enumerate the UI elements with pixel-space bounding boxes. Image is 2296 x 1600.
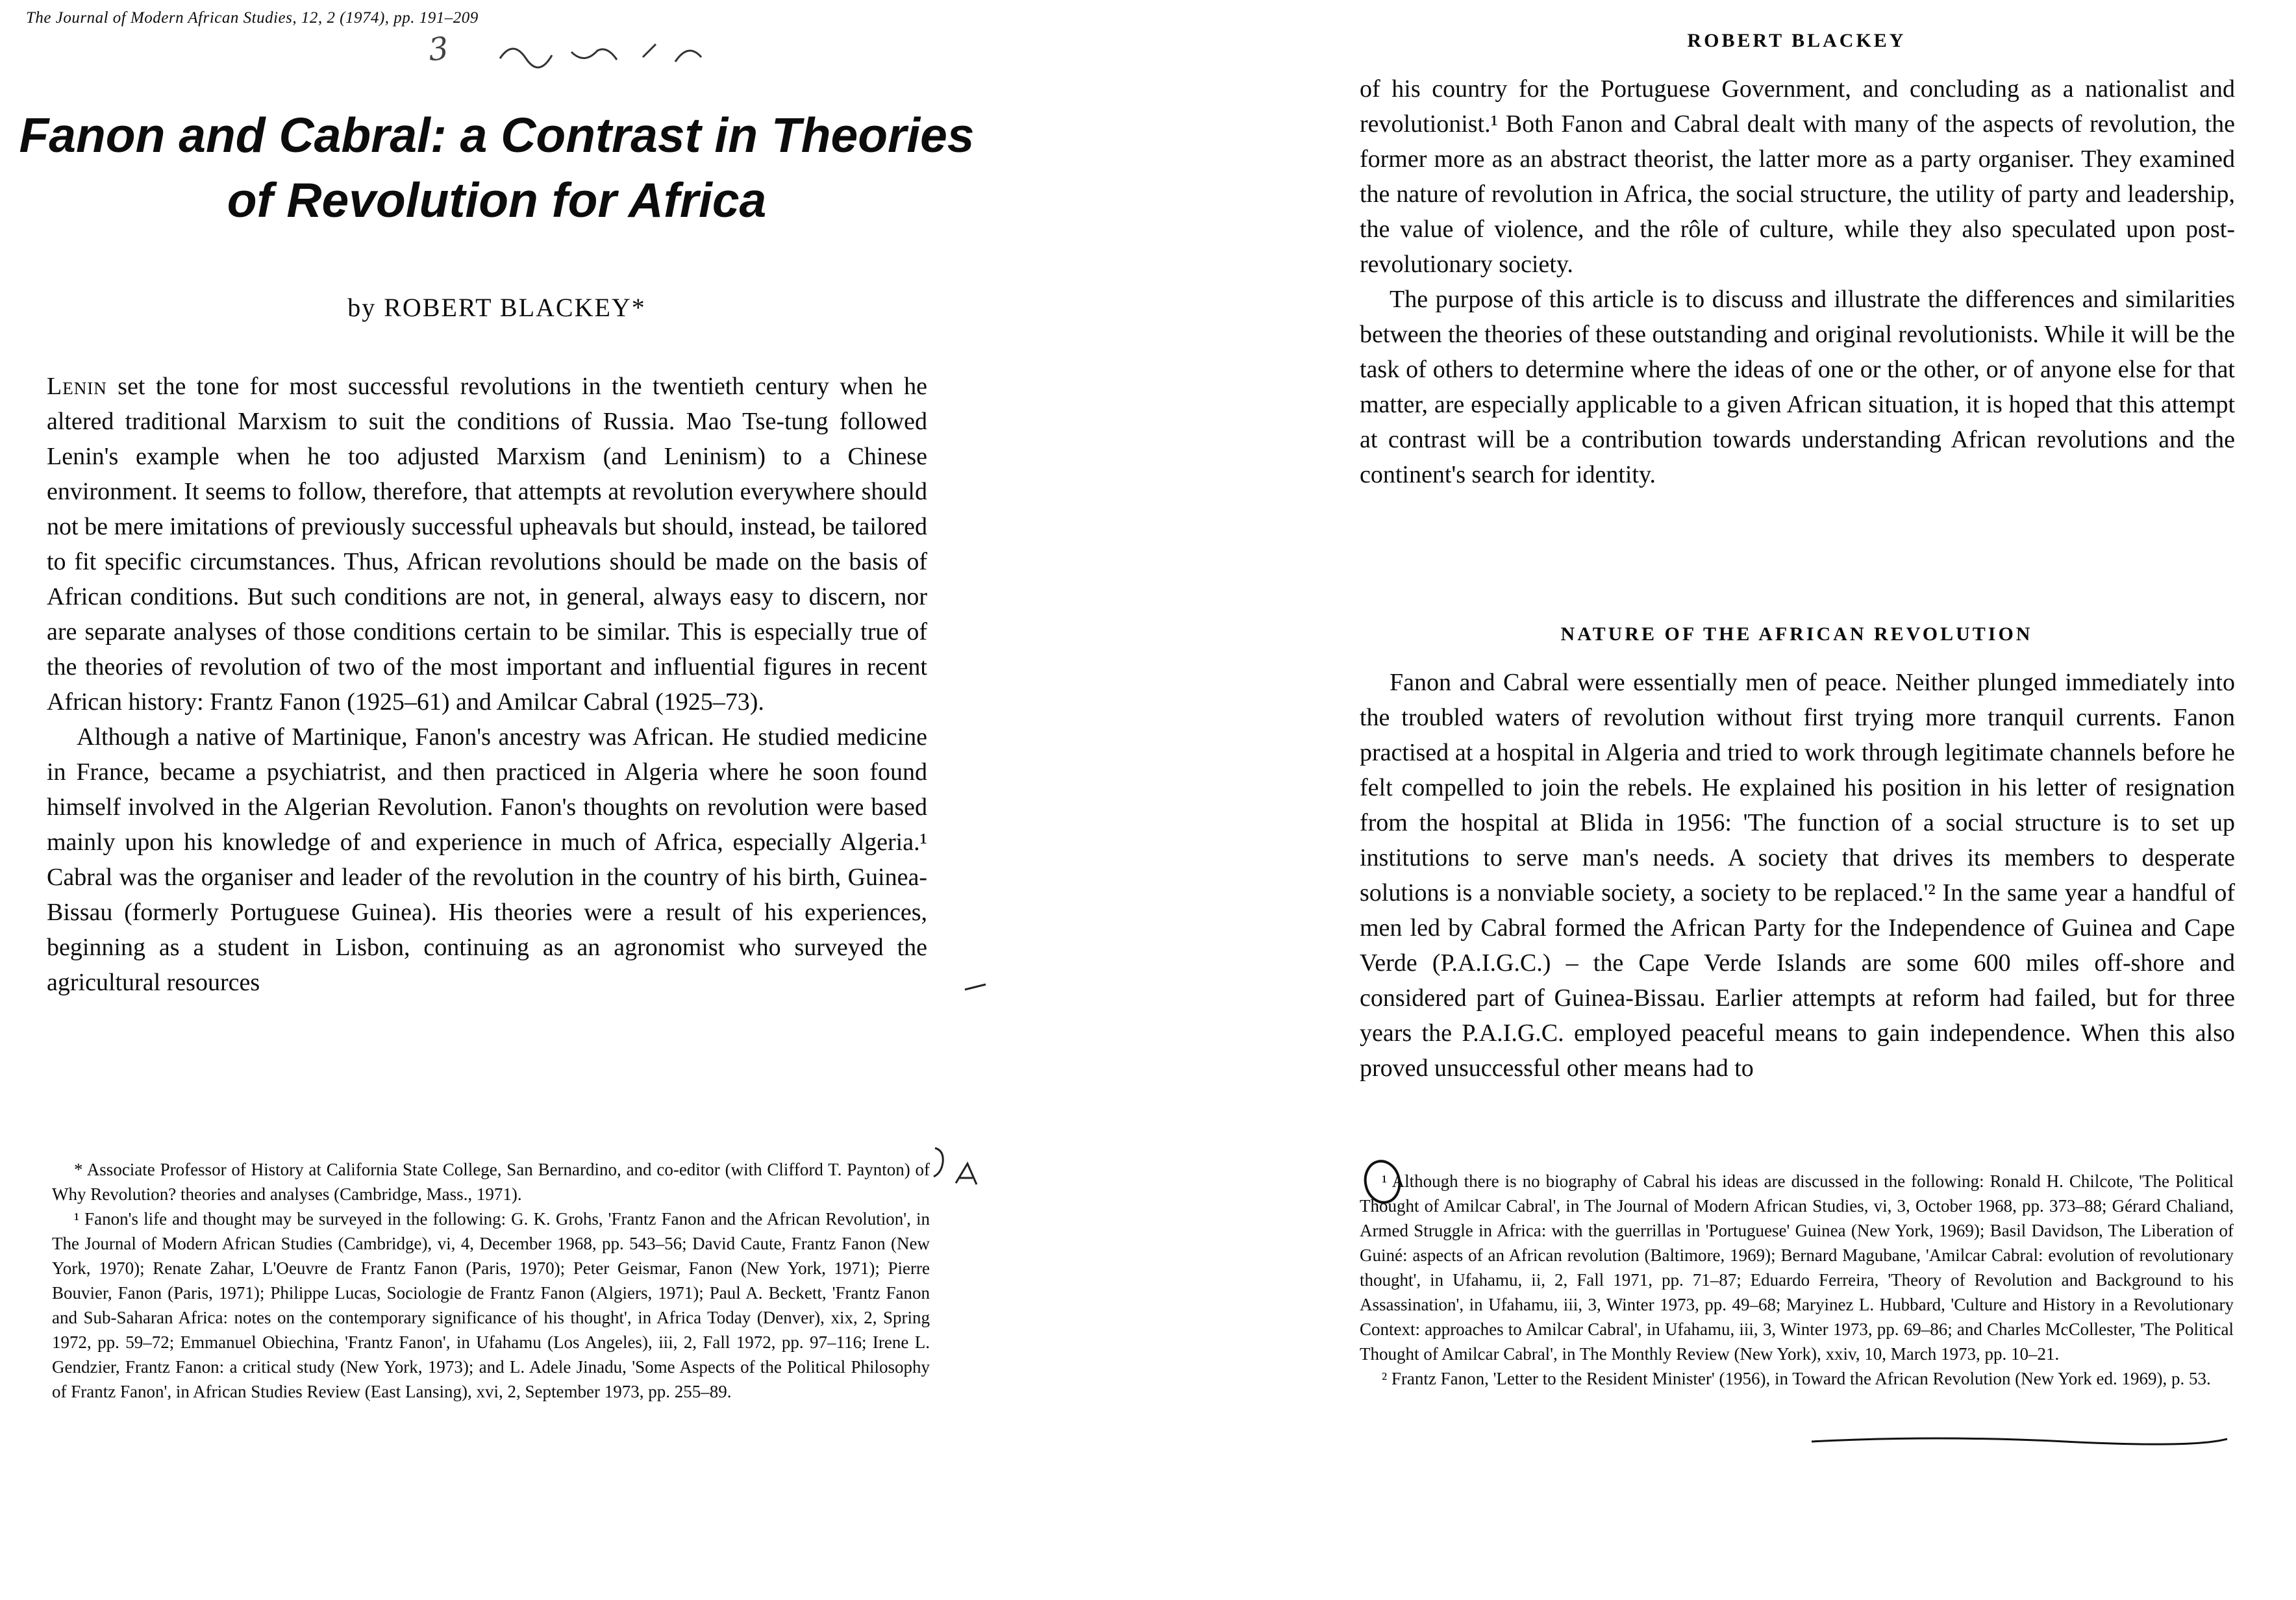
right-footnotes bbox=[1360, 1169, 2234, 1391]
right-running-head: ROBERT BLACKEY bbox=[1687, 30, 1906, 51]
body-paragraph: The purpose of this article is to discuss and illustrate the differences and similarities between the theories of these outstanding and original revolutionists. While it will be the task of others to determine where the ideas of one or the other, or of anyone else for that matter, are especially applicable to a given African situation, it is hoped that this attempt at contrast will be a contribution towards understanding African revolutions and the continent's search for identity. bbox=[1360, 286, 2235, 488]
left-body-text bbox=[47, 369, 927, 1000]
right-body-top bbox=[1360, 71, 2235, 492]
handwritten-scrawl-icon bbox=[493, 32, 740, 71]
opening-word: Lenin bbox=[47, 373, 107, 400]
margin-bracket-icon bbox=[930, 1144, 982, 1209]
footnote-2: ² Frantz Fanon, 'Letter to the Resident Minister' (1956), in Toward the African Revolution (New York ed. 1969), p. 53. bbox=[1382, 1369, 2211, 1388]
article-byline: by ROBERT BLACKEY* bbox=[347, 293, 646, 322]
body-paragraph: Although a native of Martinique, Fanon's ancestry was African. He studied medicine in France, became a psychiatrist, and then practiced in Algeria where he soon found himself involved in the Algerian Revolution. Fanon's thoughts on revolution were based mainly upon his knowledge of and experience in much of Africa, especially Algeria.¹ Cabral was the organiser and leader of the revolution in the country of his birth, Guinea-Bissau (formerly Portuguese Guinea). His theories were a result of his experiences, beginning as a student in Lisbon, continuing as an agronomist who surveyed the agricultural resources bbox=[47, 723, 927, 996]
margin-dash-icon bbox=[962, 979, 988, 995]
section-heading: NATURE OF THE AFRICAN REVOLUTION bbox=[1560, 623, 2033, 645]
body-paragraph: Fanon and Cabral were essentially men of peace. Neither plunged immediately into the troubled waters of revolution without first trying more tranquil currents. Fanon practised at a hospital in Algeria and tried to work through legitimate channels before he felt compelled to join the rebels. He explained his position in his letter of resignation from the hospital at Blida in 1956: 'The function of a social structure is to set up institutions to serve man's needs. A society that drives its members to desperate solutions is a nonviable society, a society to be replaced.'² In the same year a handful of men led by Cabral formed the African Party for the Independence of Guinea and Cape Verde (P.A.I.G.C.) – the Cape Verde Islands are some 600 miles off-shore and considered part of Guinea-Bissau. Earlier attempts at reform had failed, but for three years the P.A.I.G.C. employed peaceful means to gain independence. When this also proved unsuccessful other means had to bbox=[1360, 669, 2235, 1082]
footnote-1: ¹ Although there is no biography of Cabral his ideas are discussed in the following: Ronald H. Chilcote, 'The Political Thought of Amilcar Cabral', in The Journal of Modern African Studies, vi, 3, October 1968, pp. 373–88; Gérard Chaliand, Armed Struggle in Africa: with the guerrillas in 'Portuguese' Guinea (New York, 1969); Basil Davidson, The Liberation of Guiné: aspects of an African revolution (Baltimore, 1969); Bernard Magubane, 'Amilcar Cabral: evolution of revolutionary thought', in Ufahamu, ii, 2, Fall 1971, pp. 71–87; Eduardo Ferreira, 'Theory of Revolution and Background to his Assassination', in Ufahamu, iii, 3, Winter 1973, pp. 49–68; Maryinez L. Hubbard, 'Culture and History in a Revolutionary Context: approaches to Amilcar Cabral', in Ufahamu, iii, 3, Winter 1973, pp. 69–86; and Charles McCollester, 'The Political Thought of Amilcar Cabral', in The Monthly Review (New York), xxiv, 10, March 1973, pp. 10–21. bbox=[1360, 1171, 2234, 1364]
opening-paragraph-text: set the tone for most successful revolutions in the twentieth century when he altered traditional Marxism to suit the conditions of Russia. Mao Tse-tung followed Lenin's example when he too adjusted Marxism (and Leninism) to a Chinese environment. It seems to follow, therefore, that attempts at revolution everywhere should not be mere imitations of previously successful upheavals but should, instead, be tailored to fit specific circumstances. Thus, African revolutions should be made on the basis of African conditions. But such conditions are not, in general, always easy to discern, nor are separate analyses of those conditions certain to be similar. This is especially true of the theories of revolution of two of the most important and influential figures in recent African history: Frantz Fanon (1925–61) and Amilcar Cabral (1925–73). bbox=[47, 373, 927, 716]
left-footnotes bbox=[52, 1157, 930, 1404]
right-body-section bbox=[1360, 665, 2235, 1086]
journal-running-head: The Journal of Modern African Studies, 12, 2 (1974), pp. 191–209 bbox=[26, 9, 479, 27]
hand-underline-icon bbox=[1805, 1422, 2234, 1448]
handwritten-annotation: 3 bbox=[427, 30, 451, 69]
footnote-author: * Associate Professor of History at California State College, San Bernardino, and co-editor (with Clifford T. Paynton) of Why Revolution? theories and analyses (Cambridge, Mass., 1971). bbox=[52, 1160, 930, 1204]
footnote-1: ¹ Fanon's life and thought may be surveyed in the following: G. K. Grohs, 'Frantz Fanon and the African Revolution', in The Journal of Modern African Studies (Cambridge), vi, 4, December 1968, pp. 543–56; David Caute, Frantz Fanon (New York, 1970); Renate Zahar, L'Oeuvre de Frantz Fanon (Paris, 1970); Peter Geismar, Fanon (New York, 1971); Pierre Bouvier, Fanon (Paris, 1971); Philippe Lucas, Sociologie de Frantz Fanon (Algiers, 1971); Paul A. Beckett, 'Frantz Fanon and Sub-Saharan Africa: notes on the contemporary significance of his thought', in Africa Today (Denver), xix, 2, Spring 1972, pp. 59–72; Emmanuel Obiechina, 'Frantz Fanon', in Ufahamu (Los Angeles), iii, 2, Fall 1972, pp. 97–116; Irene L. Gendzier, Frantz Fanon: a critical study (New York, 1973); and L. Adele Jinadu, 'Some Aspects of the Political Philosophy of Frantz Fanon', in African Studies Review (East Lansing), xvi, 2, September 1973, pp. 255–89. bbox=[52, 1209, 930, 1401]
opening-paragraph bbox=[47, 369, 927, 719]
article-title: Fanon and Cabral: a Contrast in Theories of Revolution for Africa bbox=[19, 108, 975, 228]
continued-paragraph: of his country for the Portuguese Government, and concluding as a nationalist and revolutionist.¹ Both Fanon and Cabral dealt with many of the aspects of revolution, the former more as an abstract theorist, the latter more as a party organiser. They examined the nature of revolution in Africa, the social structure, the utility of party and leadership, the value of violence, and the rôle of culture, while they also speculated upon post-revolutionary society. bbox=[1360, 75, 2235, 278]
